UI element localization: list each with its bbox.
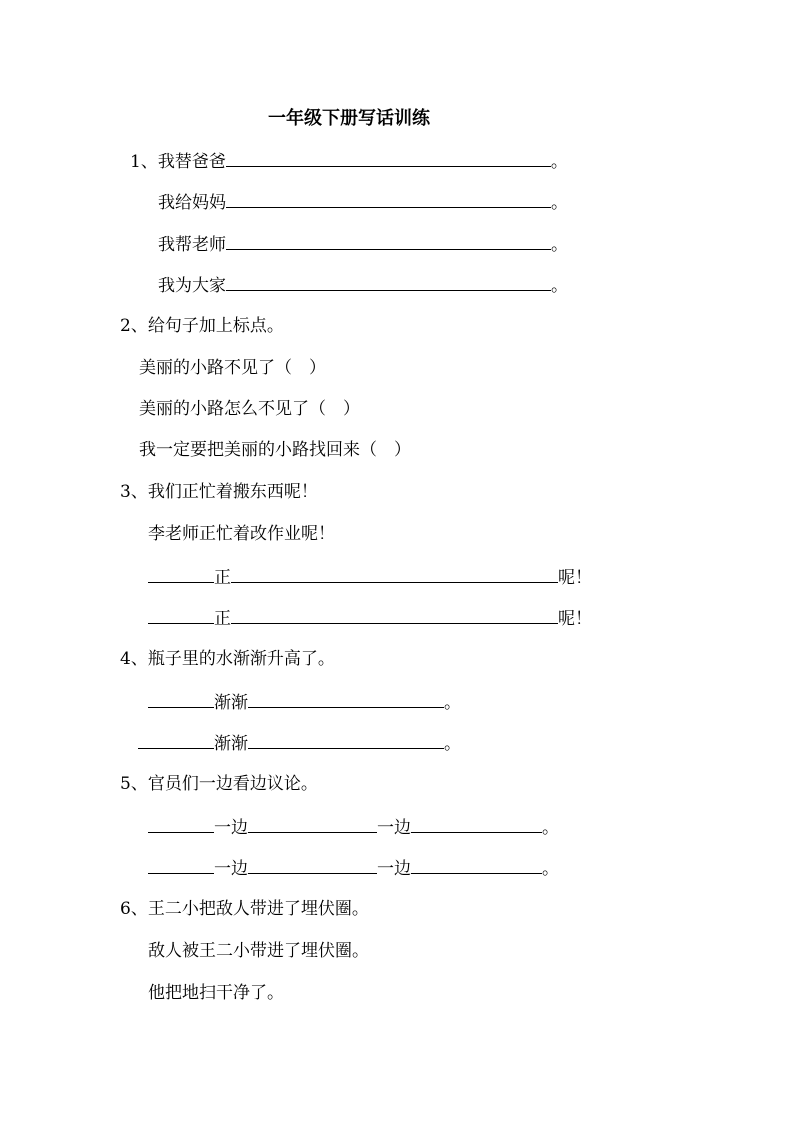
q4-mid-word: 渐渐 [214,734,248,754]
q6-label: 6、王二小把敌人带进了埋伏圈。 [120,899,369,919]
answer-blank[interactable] [226,231,551,250]
q1-prompt: 我给妈妈 [158,193,226,213]
q5-mid-word: 一边 [214,818,248,838]
q1-prompt: 我为大家 [158,276,226,296]
answer-blank[interactable] [231,605,558,624]
q4-fill-line [138,730,461,754]
period: 。 [550,152,568,172]
answer-blank[interactable] [148,605,214,624]
answer-blank[interactable] [411,814,542,833]
answer-blank[interactable] [226,148,551,167]
q5-mid-word: 一边 [377,818,411,838]
answer-blank[interactable] [248,689,444,708]
period: 。 [542,818,559,838]
q3-mid-word: 正 [214,568,231,588]
period: 。 [551,276,568,296]
q5-fill-line [148,814,559,838]
q2-sentence: 美丽的小路不见了（ ） [139,358,326,378]
q3-example: 李老师正忙着改作业呢！ [148,524,335,544]
q5-fill-line [148,855,559,879]
q4-fill-line [148,689,461,713]
answer-blank[interactable] [411,855,542,874]
q1-line-1 [130,148,568,172]
answer-blank[interactable] [226,189,551,208]
q3-end: 呢！ [558,568,592,588]
q6-sentence: 他把地扫干净了。 [148,983,284,1003]
q3-end: 呢！ [558,609,592,629]
period: 。 [542,859,559,879]
period: 。 [444,734,461,754]
answer-blank[interactable] [148,855,214,874]
q3-mid-word: 正 [214,609,231,629]
q2-sentence: 美丽的小路怎么不见了（ ） [139,399,360,419]
q2-sentence: 我一定要把美丽的小路找回来（ ） [139,440,411,460]
period: 。 [444,693,461,713]
q1-line-2 [158,189,568,213]
q6-sentence: 敌人被王二小带进了埋伏圈。 [148,941,369,961]
q4-label: 4、瓶子里的水渐渐升高了。 [120,649,335,669]
answer-blank[interactable] [231,564,558,583]
q3-fill-line [148,564,592,588]
q3-fill-line [148,605,592,629]
q1-line-4 [158,272,568,296]
answer-blank[interactable] [248,730,444,749]
period: 。 [551,193,568,213]
q3-label: 3、我们正忙着搬东西呢！ [120,482,318,502]
answer-blank[interactable] [148,564,214,583]
q5-mid-word: 一边 [214,859,248,879]
period: 。 [551,235,568,255]
answer-blank[interactable] [226,272,551,291]
q2-label: 2、给句子加上标点。 [120,316,284,336]
q1-prompt: 我帮老师 [158,235,226,255]
answer-blank[interactable] [138,730,214,749]
q1-label: 1、我替爸爸 [130,152,226,172]
q1-line-3 [158,231,568,255]
page-title: 一年级下册写话训练 [268,108,430,129]
answer-blank[interactable] [248,855,377,874]
answer-blank[interactable] [248,814,377,833]
q5-label: 5、官员们一边看边议论。 [120,774,318,794]
answer-blank[interactable] [148,689,214,708]
q5-mid-word: 一边 [377,859,411,879]
q4-mid-word: 渐渐 [214,693,248,713]
answer-blank[interactable] [148,814,214,833]
